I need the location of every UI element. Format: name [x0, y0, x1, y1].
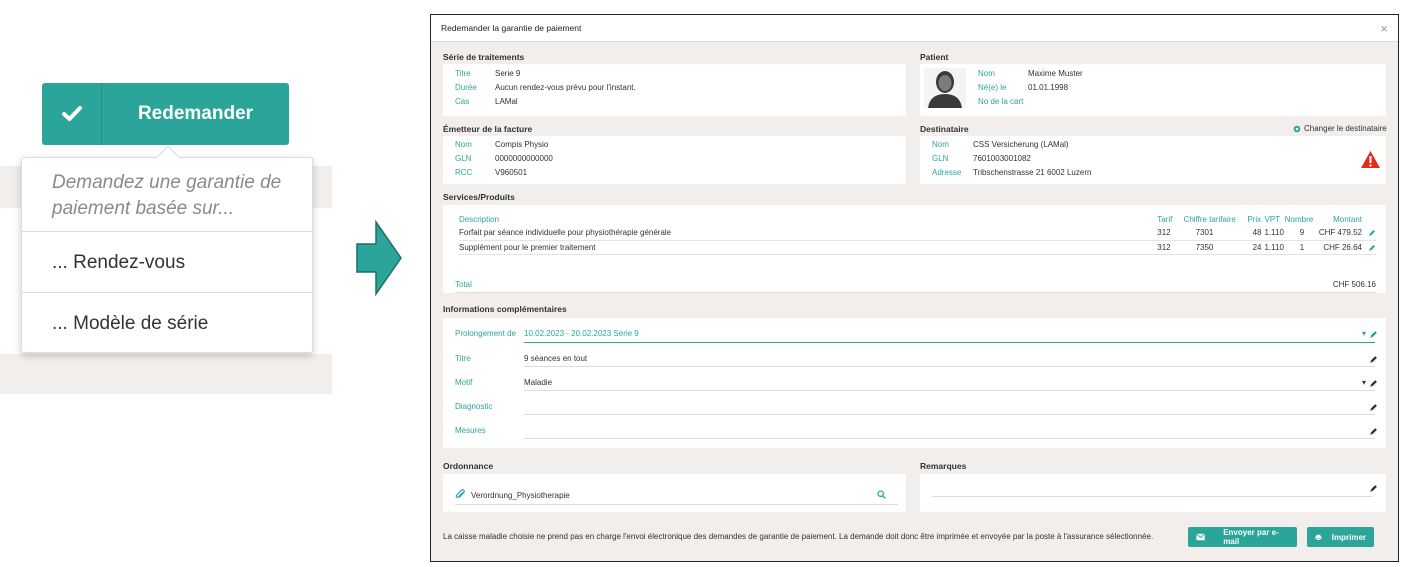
reason-label: Motif: [455, 378, 473, 387]
extension-row[interactable]: [455, 329, 639, 338]
series-case-label: Cas: [455, 97, 470, 106]
title-underline: [524, 366, 1375, 367]
col-tarif: Tarif: [1157, 214, 1173, 224]
redemander-dropdown-menu: [21, 157, 313, 353]
menu-item-modele-de-serie[interactable]: ... Modèle de série: [52, 313, 209, 334]
measures-row[interactable]: [455, 426, 524, 435]
avatar: [924, 68, 966, 108]
issuer-gln-label: GLN: [455, 154, 472, 163]
info-title-label: Titre: [455, 354, 471, 363]
cell-chiffre-tarifaire: 7301: [1195, 228, 1214, 238]
services-table: [459, 212, 1376, 255]
cell-tarif: 312: [1157, 228, 1171, 238]
edit-pencil-icon[interactable]: [1368, 229, 1376, 237]
issuer-name-label: Nom: [455, 140, 472, 149]
section-title-issuer: Émetteur de la facture: [443, 124, 533, 134]
cell-montant: CHF 479.52: [1318, 228, 1362, 238]
col-nombre: Nombre: [1284, 214, 1314, 224]
series-duration-value: Aucun rendez-vous prévu pour l'instant.: [495, 83, 636, 92]
series-duration-label: Durée: [455, 83, 477, 92]
recipient-gln-label: GLN: [932, 154, 949, 163]
change-recipient-label[interactable]: Changer le destinataire: [1304, 124, 1387, 133]
patient-panel: [920, 64, 1386, 116]
col-vpt: VPT: [1264, 214, 1281, 224]
envelope-icon: [1196, 533, 1205, 541]
send-email-label[interactable]: Envoyer par e-mail: [1223, 528, 1279, 546]
cell-nombre: 9: [1299, 228, 1305, 238]
paperclip-icon: [455, 489, 465, 500]
cell-description: Forfait par séance individuelle pour physiothérapie générale: [459, 228, 672, 238]
chevron-down-icon[interactable]: ▾: [1361, 378, 1366, 387]
info-panel: [443, 318, 1386, 448]
edit-pencil-icon[interactable]: [1369, 355, 1378, 364]
change-recipient-link[interactable]: [1293, 124, 1387, 133]
series-title-label: Titre: [455, 69, 471, 78]
patient-name-label: Nom: [978, 69, 995, 78]
total-label: Total: [455, 280, 472, 289]
search-icon[interactable]: [877, 490, 886, 499]
series-panel: [443, 64, 906, 116]
table-row: [459, 226, 1376, 240]
edit-pencil-icon[interactable]: [1369, 379, 1378, 388]
prescription-file-link[interactable]: Verordnung_Physiotherapie: [471, 491, 570, 500]
recipient-name-value: CSS Versicherung (LAMal): [973, 140, 1069, 149]
redemander-split-button[interactable]: [42, 83, 289, 145]
series-title-value: Serie 9: [495, 69, 521, 78]
send-email-button[interactable]: [1188, 527, 1297, 547]
check-icon[interactable]: [42, 83, 102, 145]
background-band-bottom: [0, 354, 332, 394]
issuer-rcc-value: V960501: [495, 168, 528, 177]
edit-pencil-icon[interactable]: [1369, 403, 1378, 412]
cell-nombre: 1: [1299, 242, 1305, 252]
col-montant: Montant: [1333, 214, 1362, 224]
edit-pencil-icon[interactable]: [1369, 427, 1378, 436]
recipient-address-value: Tribschenstrasse 21 6002 Luzern: [973, 168, 1092, 177]
chevron-down-icon[interactable]: ▾: [1361, 329, 1366, 338]
close-icon[interactable]: ×: [1380, 20, 1388, 36]
cell-montant: CHF 26.64: [1323, 242, 1362, 252]
measures-underline: [524, 438, 1375, 439]
section-title-info: Informations complémentaires: [443, 304, 567, 314]
measures-label: Mesures: [455, 426, 486, 435]
services-header-row: [459, 212, 1376, 226]
edit-pencil-icon[interactable]: [1369, 330, 1378, 339]
reason-value[interactable]: Maladie: [524, 378, 553, 387]
arrow-right-icon: [356, 220, 402, 296]
diagnostic-underline: [524, 414, 1375, 415]
section-title-recipient: Destinataire: [920, 124, 969, 134]
extension-label: Prolongement de: [455, 329, 516, 338]
prescription-panel: [443, 474, 906, 512]
prescription-underline: [455, 504, 898, 505]
warning-icon: [1360, 150, 1381, 169]
table-row: [459, 240, 1376, 254]
redemander-button-label[interactable]: Redemander: [137, 103, 254, 124]
footer-notice: La caisse maladie choisie ne prend pas en charge l'envoi électronique des demandes de garantie de paiement. La demande doit donc être imprimée et envoyée par la poste à l'assurance sélectionnée.: [443, 532, 1154, 541]
patient-birthdate-value: 01.01.1998: [1028, 83, 1069, 92]
services-panel: [443, 205, 1386, 293]
remarks-panel[interactable]: [920, 474, 1386, 512]
reason-underline: [524, 390, 1375, 391]
cell-vpt: 1.110: [1264, 242, 1284, 252]
issuer-rcc-label: RCC: [455, 168, 473, 177]
title-row[interactable]: [455, 354, 587, 363]
payment-guarantee-dialog: [430, 14, 1399, 562]
extension-underline: [524, 342, 1375, 343]
dialog-title: Redemander la garantie de paiement: [441, 23, 582, 33]
issuer-name-value: Compis Physio: [495, 140, 549, 149]
recipient-gln-value: 7601003001082: [973, 154, 1031, 163]
recipient-name-label: Nom: [932, 140, 949, 149]
info-title-value[interactable]: 9 séances en tout: [524, 354, 588, 363]
patient-card-label: No de la cart: [978, 97, 1024, 106]
total-value: CHF 506.16: [1332, 280, 1376, 289]
total-divider: [455, 292, 1376, 293]
series-case-value: LAMal: [495, 97, 518, 106]
remarks-underline: [932, 496, 1373, 497]
cell-vpt: 1.110: [1264, 228, 1284, 238]
cell-tarif: 312: [1157, 242, 1171, 252]
section-title-services: Services/Produits: [443, 192, 515, 202]
menu-item-rendez-vous[interactable]: ... Rendez-vous: [22, 232, 312, 293]
section-title-series: Série de traitements: [443, 52, 525, 62]
dropdown-hint: Demandez une garantie de paiement basée sur...: [22, 158, 312, 232]
patient-birthdate-label: Né(e) le: [978, 83, 1007, 92]
issuer-panel: [443, 136, 906, 184]
cell-description: Supplément pour le premier traitement: [459, 242, 596, 252]
edit-pencil-icon[interactable]: [1368, 244, 1376, 252]
extension-value[interactable]: 10.02.2023 - 20.02.2023 Serie 9: [524, 329, 639, 338]
cell-prix: 24: [1252, 242, 1262, 252]
col-chiffre-tarifaire: Chiffre tarifaire: [1183, 214, 1236, 224]
diagnostic-row[interactable]: [455, 402, 524, 411]
section-title-remarks: Remarques: [920, 461, 967, 471]
col-description: Description: [459, 214, 500, 224]
patient-name-value: Maxime Muster: [1028, 69, 1083, 78]
gear-icon: [1293, 125, 1301, 133]
recipient-panel: [920, 136, 1386, 184]
dialog-header: [431, 15, 1398, 42]
printer-icon: [1315, 533, 1322, 542]
section-title-patient: Patient: [920, 52, 949, 62]
diagnostic-label: Diagnostic: [455, 402, 493, 411]
edit-pencil-icon[interactable]: [1369, 484, 1378, 493]
issuer-gln-value: 0000000000000: [495, 154, 553, 163]
print-button[interactable]: [1307, 527, 1374, 547]
section-title-prescription: Ordonnance: [443, 461, 494, 471]
recipient-address-label: Adresse: [932, 168, 962, 177]
print-label[interactable]: Imprimer: [1331, 532, 1366, 542]
cell-chiffre-tarifaire: 7350: [1195, 242, 1214, 252]
col-prix: Prix: [1247, 214, 1262, 224]
reason-row[interactable]: [455, 378, 552, 387]
cell-prix: 48: [1252, 228, 1262, 238]
